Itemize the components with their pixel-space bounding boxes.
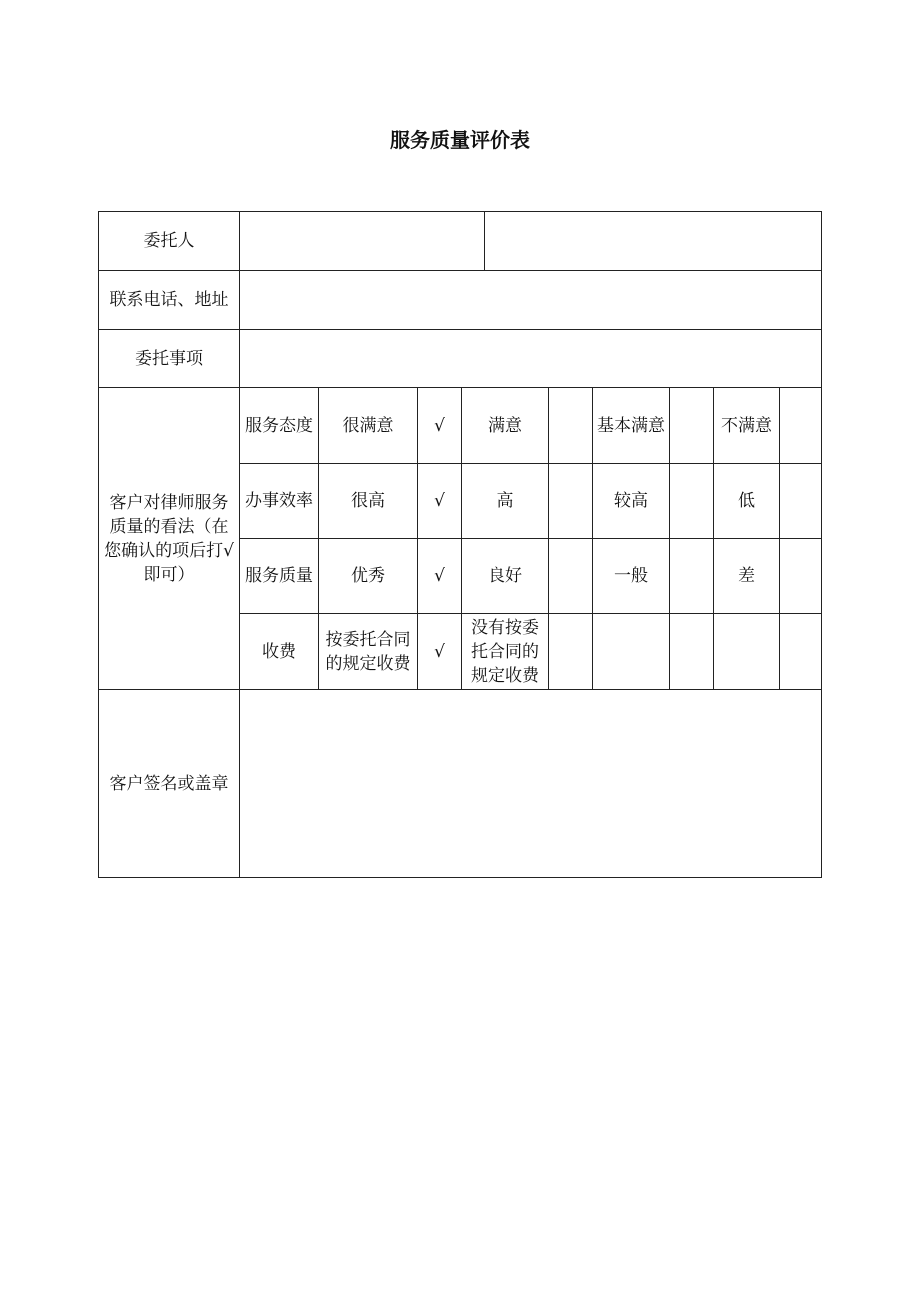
rating-option bbox=[461, 613, 549, 690]
contact-label bbox=[98, 270, 240, 330]
rating-checkbox[interactable] bbox=[669, 463, 714, 539]
rating-checkbox-text: √ bbox=[434, 566, 445, 586]
rating-option bbox=[713, 538, 780, 614]
rating-option-text: 一般 bbox=[614, 566, 648, 586]
client-label bbox=[98, 211, 240, 271]
rating-category bbox=[239, 538, 319, 614]
client-name-field[interactable] bbox=[239, 211, 485, 271]
client-label-text: 委托人 bbox=[143, 231, 195, 251]
client-extra-field[interactable] bbox=[484, 211, 822, 271]
rating-checkbox[interactable] bbox=[779, 613, 822, 690]
opinion-label bbox=[98, 387, 240, 690]
rating-option-text: 差 bbox=[738, 566, 755, 586]
rating-option-text: 低 bbox=[738, 491, 755, 511]
rating-checkbox[interactable] bbox=[669, 538, 714, 614]
rating-option bbox=[592, 463, 670, 539]
rating-checkbox-text: √ bbox=[434, 641, 445, 662]
rating-checkbox-text: √ bbox=[434, 491, 445, 511]
rating-option-text: 不满意 bbox=[721, 415, 772, 436]
rating-option-text: 按委托合同的规定收费 bbox=[325, 629, 411, 674]
rating-option bbox=[713, 463, 780, 539]
rating-category-text: 服务质量 bbox=[245, 566, 313, 586]
contact-field[interactable] bbox=[239, 270, 822, 330]
rating-checkbox-text: √ bbox=[434, 415, 445, 436]
rating-option bbox=[318, 463, 418, 539]
rating-option-text: 优秀 bbox=[351, 566, 385, 586]
rating-option-text: 很高 bbox=[351, 491, 385, 511]
contact-label-text: 联系电话、地址 bbox=[109, 290, 229, 310]
rating-option bbox=[461, 463, 549, 539]
signature-label-text: 客户签名或盖章 bbox=[109, 773, 229, 794]
rating-checkbox[interactable] bbox=[548, 463, 593, 539]
rating-option bbox=[461, 387, 549, 464]
rating-category bbox=[239, 463, 319, 539]
rating-option-text: 高 bbox=[496, 491, 514, 511]
rating-option bbox=[592, 538, 670, 614]
rating-option bbox=[592, 613, 670, 690]
rating-checkbox[interactable] bbox=[417, 613, 462, 690]
rating-option-text: 较高 bbox=[614, 491, 648, 511]
rating-checkbox[interactable] bbox=[669, 387, 714, 464]
opinion-label-text: 客户对律师服务质量的看法（在您确认的项后打√即可） bbox=[104, 492, 234, 585]
rating-option-text: 良好 bbox=[488, 566, 522, 586]
rating-option-text: 满意 bbox=[488, 415, 522, 436]
rating-checkbox[interactable] bbox=[779, 538, 822, 614]
rating-option-text: 很满意 bbox=[342, 415, 394, 436]
rating-checkbox[interactable] bbox=[548, 387, 593, 464]
rating-option bbox=[461, 538, 549, 614]
rating-option bbox=[592, 387, 670, 464]
rating-option-text: 没有按委托合同的规定收费 bbox=[471, 617, 539, 686]
rating-option bbox=[318, 538, 418, 614]
rating-checkbox[interactable] bbox=[779, 463, 822, 539]
rating-checkbox[interactable] bbox=[417, 387, 462, 464]
rating-option bbox=[713, 387, 780, 464]
rating-option bbox=[318, 387, 418, 464]
rating-category bbox=[239, 613, 319, 690]
rating-checkbox[interactable] bbox=[669, 613, 714, 690]
rating-category-text: 服务态度 bbox=[245, 415, 313, 436]
rating-category-text: 收费 bbox=[262, 641, 296, 662]
matter-field[interactable] bbox=[239, 329, 822, 388]
rating-checkbox[interactable] bbox=[417, 463, 462, 539]
signature-field[interactable] bbox=[239, 689, 822, 878]
rating-option-text: 基本满意 bbox=[597, 415, 665, 436]
rating-category bbox=[239, 387, 319, 464]
rating-category-text: 办事效率 bbox=[245, 491, 313, 511]
rating-checkbox[interactable] bbox=[779, 387, 822, 464]
matter-label bbox=[98, 329, 240, 388]
rating-checkbox[interactable] bbox=[417, 538, 462, 614]
rating-checkbox[interactable] bbox=[548, 538, 593, 614]
rating-option bbox=[713, 613, 780, 690]
rating-option bbox=[318, 613, 418, 690]
page-title: 服务质量评价表 bbox=[390, 128, 530, 152]
matter-label-text: 委托事项 bbox=[135, 348, 203, 369]
rating-checkbox[interactable] bbox=[548, 613, 593, 690]
signature-label bbox=[98, 689, 240, 878]
